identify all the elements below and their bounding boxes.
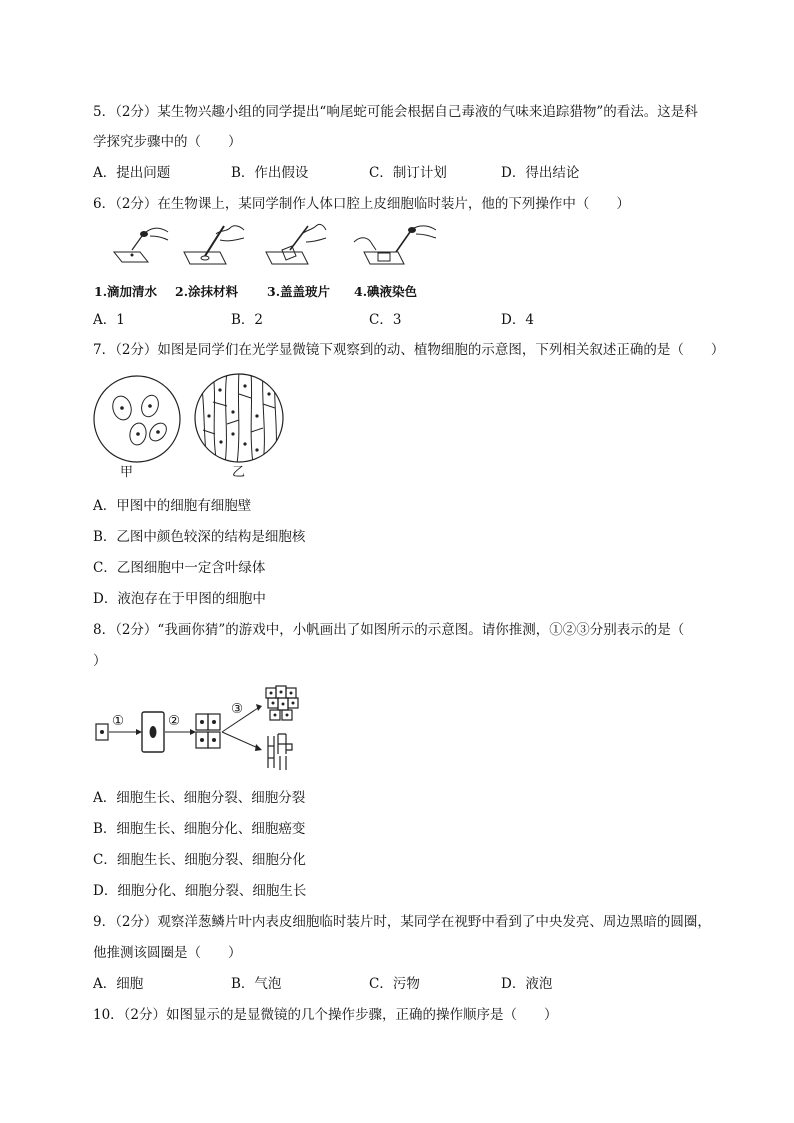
q6-option-b: B．2 bbox=[231, 312, 264, 328]
q8-stem-line1: 8．（2分）“我画你猜”的游戏中，小帆画出了如图所示的示意图。请你推测，①②③分别表示的是（ bbox=[93, 622, 685, 638]
q5-option-c: C．制订计划 bbox=[369, 165, 447, 181]
q8-option-a: A．细胞生长、细胞分裂、细胞分裂 bbox=[93, 790, 306, 806]
q7-option-a: A．甲图中的细胞有细胞壁 bbox=[93, 498, 252, 514]
q9-stem-line2: 他推测该圆圈是（ ） bbox=[93, 945, 242, 961]
q9-option-d: D．液泡 bbox=[501, 976, 553, 992]
q5-option-b: B．作出假设 bbox=[231, 165, 309, 181]
q7-label-yi: 乙 bbox=[232, 465, 246, 480]
q8-cell-process-diagram bbox=[92, 684, 322, 772]
q6-caption-2: 2.涂抹材料 bbox=[175, 284, 239, 299]
q6-caption-3: 3.盖盖玻片 bbox=[267, 284, 331, 299]
q8-stem-line2: ） bbox=[93, 653, 107, 669]
q7-figure-animal-cells bbox=[92, 374, 182, 464]
q5-stem-line1: 5．（2分）某生物兴趣小组的同学提出“响尾蛇可能会根据自己毒液的气味来追踪猎物”的看法。这是科 bbox=[93, 104, 698, 120]
q5-stem-line2: 学探究步骤中的（ ） bbox=[93, 134, 242, 150]
q8-option-d: D．细胞分化、细胞分裂、细胞生长 bbox=[93, 883, 307, 899]
q7-option-d: D．液泡存在于甲图的细胞中 bbox=[93, 591, 266, 607]
q6-option-d: D．4 bbox=[501, 312, 534, 328]
q9-stem-line1: 9．（2分）观察洋葱鳞片叶内表皮细胞临时装片时，某同学在视野中看到了中央发亮、周边黑暗的圆圈， bbox=[93, 914, 711, 930]
q6-step3-illustration bbox=[262, 220, 328, 266]
q9-option-b: B．气泡 bbox=[231, 976, 282, 992]
q8-option-b: B．细胞生长、细胞分化、细胞癌变 bbox=[93, 821, 306, 837]
q6-caption-4: 4.碘液染色 bbox=[354, 284, 418, 299]
q7-stem: 7．（2分）如图是同学们在光学显微镜下观察到的动、植物细胞的示意图，下列相关叙述正确的是（ ） bbox=[93, 342, 725, 358]
q5-option-a: A．提出问题 bbox=[93, 165, 171, 181]
q6-option-a: A．1 bbox=[93, 312, 125, 328]
q7-option-b: B．乙图中颜色较深的结构是细胞核 bbox=[93, 529, 306, 545]
q8-marker-1: ① bbox=[112, 713, 125, 729]
q6-caption-1: 1.滴加清水 bbox=[94, 284, 158, 299]
q6-stem: 6．（2分）在生物课上，某同学制作人体口腔上皮细胞临时装片，他的下列操作中（ ） bbox=[93, 196, 630, 212]
q6-step1-illustration bbox=[110, 222, 172, 264]
q6-option-c: C．3 bbox=[369, 312, 402, 328]
q5-option-d: D．得出结论 bbox=[501, 165, 580, 181]
q6-step2-illustration bbox=[180, 220, 250, 266]
q7-label-jia: 甲 bbox=[120, 465, 134, 480]
q10-stem: 10．（2分）如图显示的是显微镜的几个操作步骤，正确的操作顺序是（ ） bbox=[93, 1007, 558, 1023]
q7-figure-plant-cells bbox=[193, 372, 285, 464]
q9-option-c: C．污物 bbox=[369, 976, 420, 992]
q7-option-c: C．乙图细胞中一定含叶绿体 bbox=[93, 560, 266, 576]
q9-option-a: A．细胞 bbox=[93, 976, 144, 992]
q8-marker-3: ③ bbox=[231, 701, 244, 717]
q8-marker-2: ② bbox=[168, 713, 181, 729]
q8-option-c: C．细胞生长、细胞分裂、细胞分化 bbox=[93, 852, 306, 868]
q6-step4-illustration bbox=[350, 222, 440, 266]
